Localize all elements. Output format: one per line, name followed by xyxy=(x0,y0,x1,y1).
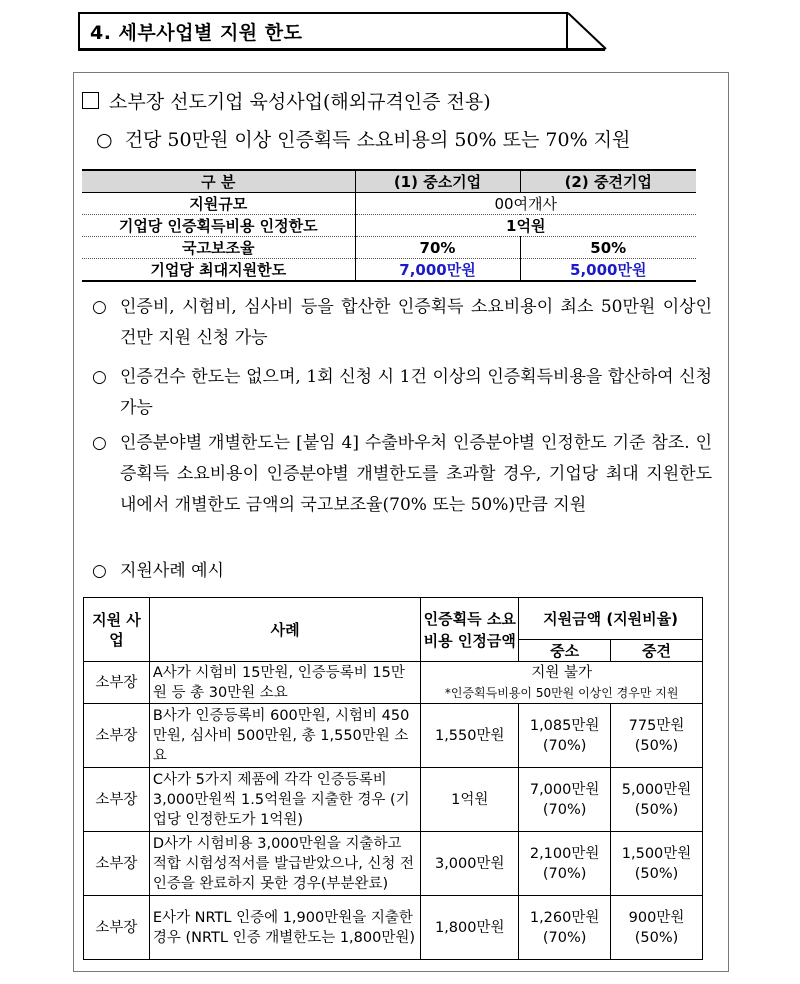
note-4 xyxy=(92,556,712,587)
section-title: 4. 세부사업별 지원 한도 xyxy=(90,22,303,44)
row-sme xyxy=(519,832,611,896)
result-note: *인증획득비용이 50만원 이상인 경우만 지원 xyxy=(444,685,679,700)
row-sme xyxy=(519,704,611,768)
summary-row xyxy=(82,237,696,259)
summary-label: 지원규모 xyxy=(82,193,355,215)
row-program: 소부장 xyxy=(84,896,150,960)
row-case: B사가 인증등록비 600만원, 시험비 450만원, 심사비 500만원, 총 1,550만원 소요 xyxy=(149,704,420,768)
row-sme xyxy=(519,768,611,832)
summary-label: 기업당 인증획득비용 인정한도 xyxy=(82,215,355,237)
summary-value-sme: 7,000만원 xyxy=(355,259,520,282)
header-mid: 중견 xyxy=(611,640,703,662)
bullet-icon: ○ xyxy=(96,129,113,151)
row-program: 소부장 xyxy=(84,832,150,896)
sme-rate: (70%) xyxy=(542,865,587,882)
sme-amount: 2,100만원 xyxy=(529,845,600,862)
note-text: 인증건수 한도는 없으며, 1회 신청 시 1건 이상의 인증획득비용을 합산하여 신청 가능 xyxy=(120,367,712,418)
row-mid xyxy=(611,896,703,960)
row-cost: 1억원 xyxy=(421,768,519,832)
summary-table xyxy=(82,169,696,282)
note-text: 지원사례 예시 xyxy=(120,561,224,581)
summary-header-mid: (2) 중견기업 xyxy=(520,170,696,193)
checkbox-icon xyxy=(82,92,99,109)
example-header-row xyxy=(84,598,703,640)
summary-row xyxy=(82,259,696,282)
header-program: 지원 사업 xyxy=(84,598,150,662)
row-program: 소부장 xyxy=(84,662,150,704)
mid-rate: (50%) xyxy=(634,929,679,946)
row-cost: 1,550만원 xyxy=(421,704,519,768)
note-text: 인증비, 시험비, 심사비 등을 합산한 인증획득 소요비용이 최소 50만원 이상인 건만 지원 신청 가능 xyxy=(120,297,712,348)
row-program: 소부장 xyxy=(84,768,150,832)
summary-header-row xyxy=(82,170,696,193)
row-case: D사가 시험비용 3,000만원을 지출하고 적합 시험성적서를 발급받았으나, 신청 전 인증을 완료하지 못한 경우(부분완료) xyxy=(149,832,420,896)
result-text: 지원 불가 xyxy=(531,664,592,681)
row-sme xyxy=(519,896,611,960)
section-header-underline xyxy=(78,48,605,51)
mid-amount: 775만원 xyxy=(628,717,685,734)
sme-amount: 1,260만원 xyxy=(529,909,600,926)
bullet-icon: ○ xyxy=(92,297,107,317)
note-3 xyxy=(92,428,712,521)
bullet-icon: ○ xyxy=(92,367,107,387)
section-header xyxy=(78,12,603,50)
note-2 xyxy=(92,362,712,424)
row-case: C사가 5가지 제품에 각각 인증등록비 3,000만원씩 1.5억원을 지출한 경우 (기업당 인정한도가 1억원) xyxy=(149,768,420,832)
header-amount: 지원금액 (지원비율) xyxy=(519,598,703,640)
section-header-corner xyxy=(568,12,608,50)
sme-amount: 7,000만원 xyxy=(529,781,600,798)
row-mid xyxy=(611,768,703,832)
row-program: 소부장 xyxy=(84,704,150,768)
program-heading xyxy=(82,87,491,114)
program-support: 건당 50만원 이상 인증획득 소요비용의 50% 또는 70% 지원 xyxy=(124,129,631,151)
note-1 xyxy=(92,292,712,354)
row-mid xyxy=(611,704,703,768)
mid-rate: (50%) xyxy=(634,737,679,754)
summary-value: 1억원 xyxy=(355,215,696,237)
sme-rate: (70%) xyxy=(542,929,587,946)
table-row xyxy=(84,704,703,768)
summary-label: 국고보조율 xyxy=(82,237,355,259)
summary-header-category: 구 분 xyxy=(82,170,355,193)
example-table xyxy=(83,597,703,960)
row-cost: 1,800만원 xyxy=(421,896,519,960)
summary-row xyxy=(82,215,696,237)
summary-value-mid: 50% xyxy=(520,237,696,259)
row-case: E사가 NRTL 인증에 1,900만원을 지출한 경우 (NRTL 인증 개별한도는 1,800만원) xyxy=(149,896,420,960)
bullet-icon: ○ xyxy=(92,561,107,581)
table-row xyxy=(84,768,703,832)
summary-row xyxy=(82,193,696,215)
sme-rate: (70%) xyxy=(542,737,587,754)
table-row xyxy=(84,832,703,896)
bullet-icon: ○ xyxy=(92,433,107,453)
mid-amount: 900만원 xyxy=(628,909,685,926)
mid-rate: (50%) xyxy=(634,865,679,882)
summary-label: 기업당 최대지원한도 xyxy=(82,259,355,282)
table-row xyxy=(84,896,703,960)
header-case: 사례 xyxy=(149,598,420,662)
mid-amount: 1,500만원 xyxy=(621,845,692,862)
mid-rate: (50%) xyxy=(634,801,679,818)
row-cost: 3,000만원 xyxy=(421,832,519,896)
summary-value: 00여개사 xyxy=(355,193,696,215)
summary-value-sme: 70% xyxy=(355,237,520,259)
summary-value-mid: 5,000만원 xyxy=(520,259,696,282)
header-sme: 중소 xyxy=(519,640,611,662)
sme-amount: 1,085만원 xyxy=(529,717,600,734)
row-result xyxy=(421,662,703,704)
table-row xyxy=(84,662,703,704)
note-text: 인증분야별 개별한도는 [붙임 4] 수출바우처 인증분야별 인정한도 기준 참조. 인증획득 소요비용이 인증분야별 개별한도를 초과할 경우, 기업당 최대 지원한도 내에서 개별한도 금액의 국고보조율(70% 또는 50%)만큼 지원 xyxy=(120,433,712,515)
summary-header-sme: (1) 중소기업 xyxy=(355,170,520,193)
header-cost: 인증획득 소요비용 인정금액 xyxy=(421,598,519,662)
mid-amount: 5,000만원 xyxy=(621,781,692,798)
row-case: A사가 시험비 15만원, 인증등록비 15만원 등 총 30만원 소요 xyxy=(149,662,420,704)
row-mid xyxy=(611,832,703,896)
program-support-line xyxy=(96,125,630,152)
program-title: 소부장 선도기업 육성사업(해외규격인증 전용) xyxy=(109,91,491,113)
sme-rate: (70%) xyxy=(542,801,587,818)
